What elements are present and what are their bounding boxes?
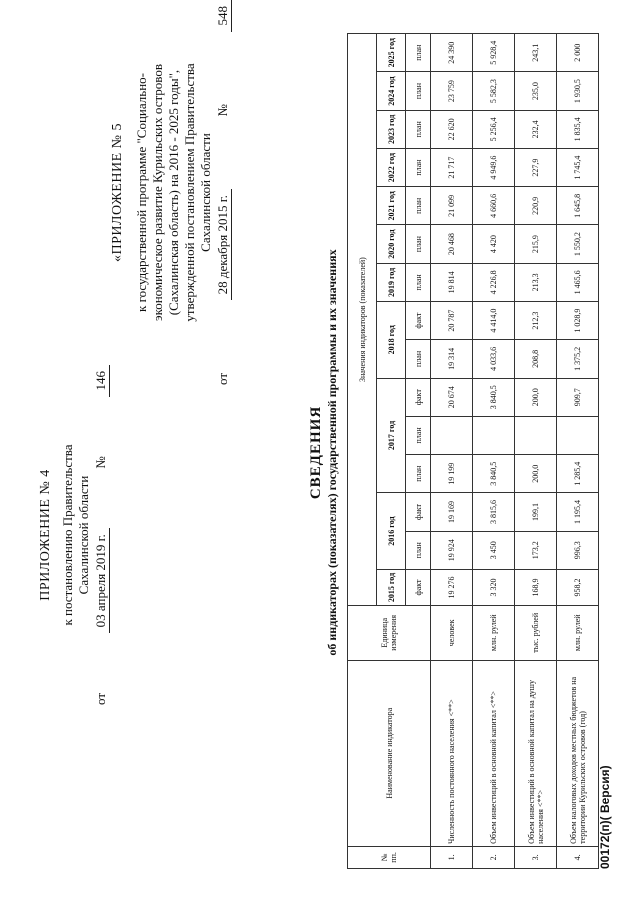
cell-value: 213,3 [515,263,557,301]
appendix-5-number: 548 [215,0,232,32]
year-header: 2023 год [377,110,406,148]
row-unit: тыс. рублей [515,606,557,660]
cell-value: 19 814 [431,263,473,301]
cell-value: 20 674 [431,378,473,416]
cell-value: 4 660,6 [473,187,515,225]
cell-value: 1 930,5 [557,72,599,110]
appendix-5-line: (Сахалинская область) на 2016 - 2025 годы", [166,69,181,316]
cell-value: 4 420 [473,225,515,263]
cell-value: 1 835,4 [557,110,599,148]
document-heading [308,0,340,905]
cell-value: 208,8 [515,340,557,378]
header-indicator-name: Наименование индикатора [348,660,431,846]
year-header: 2020 год [377,225,406,263]
cell-value: 5 928,4 [473,34,515,72]
cell-value: 1 195,4 [557,493,599,531]
from-label: от [215,372,230,385]
appendix-4-number: 146 [93,365,110,397]
cell-value: 220,9 [515,187,557,225]
appendix-5-line: утвержденной постановлением Правительства [182,63,197,322]
cell-value: 235,0 [515,72,557,110]
cell-value: 199,1 [515,493,557,531]
appendix-5-line: экономическое развитие Курильских островов [150,64,165,322]
document-footer: 00172(п)( Версия) [598,765,612,869]
appendix-4-line: Сахалинской области [76,475,91,595]
cell-value: 215,9 [515,225,557,263]
table-row [557,34,599,869]
cell-value: 5 582,3 [473,72,515,110]
year-header: 2017 год [377,378,406,493]
year-header: 2024 год [377,72,406,110]
cell-value: 3 450 [473,531,515,569]
appendix-4-title: ПРИЛОЖЕНИЕ № 4 [38,469,53,601]
cell-value: 19 169 [431,493,473,531]
sub-header: план [406,187,431,225]
appendix-4-line: к постановлению Правительства [60,444,75,626]
appendix-5-line: Сахалинской области [198,133,213,252]
cell-value: 3 840,5 [473,378,515,416]
year-header: 2022 год [377,148,406,186]
cell-value: 1 028,9 [557,302,599,340]
cell-value: 1 645,8 [557,187,599,225]
sub-header: план [406,148,431,186]
cell-value: 5 256,4 [473,110,515,148]
cell-value [557,416,599,454]
appendix-5-dateline [215,0,232,385]
cell-value: 200,0 [515,455,557,493]
cell-value: 2 000 [557,34,599,72]
header-values: Значения индикаторов (показателей) [348,34,377,606]
year-header: 2015 год [377,569,406,605]
cell-value: 19 924 [431,531,473,569]
cell-value: 168,9 [515,569,557,605]
sub-header: план [406,110,431,148]
sub-header: факт [406,569,431,605]
cell-value: 1 285,4 [557,455,599,493]
cell-value: 1 465,6 [557,263,599,301]
year-header: 2021 год [377,187,406,225]
cell-value: 19 314 [431,340,473,378]
header-number: № пп. [348,846,431,868]
table-row [473,34,515,869]
cell-value: 1 550,2 [557,225,599,263]
sub-header: факт [406,302,431,340]
number-label: № [215,104,230,117]
row-unit: человек [431,606,473,660]
row-indicator-name: Объем инвестиций в основной капитал на душу населения <**> [515,660,557,846]
cell-value [473,416,515,454]
cell-value [515,416,557,454]
appendix-4-dateline [93,365,110,705]
appendix-5-title: «ПРИЛОЖЕНИЕ № 5 [110,123,125,262]
appendix-5-line: к государственной программе "Социально- [134,73,149,312]
sub-header: план [406,531,431,569]
sub-header: план [406,340,431,378]
sub-header: план [406,72,431,110]
appendix-4-block [38,365,110,705]
year-header: 2016 год [377,493,406,570]
sub-header: факт [406,493,431,531]
cell-value: 4 414,0 [473,302,515,340]
sub-header: план [406,34,431,72]
cell-value: 21 717 [431,148,473,186]
cell-value: 996,3 [557,531,599,569]
row-indicator-name: Численность постоянного населения <**> [431,660,473,846]
year-header: 2025 год [377,34,406,72]
cell-value: 4 033,6 [473,340,515,378]
cell-value: 200,0 [515,378,557,416]
table-row [431,34,473,869]
cell-value: 232,4 [515,110,557,148]
table-header-row [348,34,377,869]
cell-value [431,416,473,454]
row-indicator-name: Объем налоговых доходов местных бюджетов на территории Курильских островов (год) [557,660,599,846]
cell-value: 4 949,6 [473,148,515,186]
cell-value: 227,9 [515,148,557,186]
cell-value: 3 815,6 [473,493,515,531]
year-header: 2018 год [377,302,406,379]
cell-value: 909,7 [557,378,599,416]
cell-value: 19 276 [431,569,473,605]
cell-value: 173,2 [515,531,557,569]
cell-value: 3 320 [473,569,515,605]
appendix-5-date: 28 декабря 2015 г. [215,189,232,300]
sub-header: план [406,225,431,263]
cell-value: 21 099 [431,187,473,225]
row-number: 2. [473,846,515,868]
cell-value: 20 787 [431,302,473,340]
cell-value: 19 199 [431,455,473,493]
cell-value: 22 620 [431,110,473,148]
from-label: от [93,692,108,705]
cell-value: 958,2 [557,569,599,605]
cell-value: 20 468 [431,225,473,263]
document-title: СВЕДЕНИЯ [308,405,324,500]
number-label: № [93,456,108,469]
document-subtitle: об индикаторах (показателях) государственной программы и их значениях [325,249,339,656]
row-unit: млн. рулей [473,606,515,660]
row-number: 1. [431,846,473,868]
row-number: 4. [557,846,599,868]
appendix-5-block [110,0,232,385]
cell-value: 212,3 [515,302,557,340]
row-unit: млн. рулей [557,606,599,660]
indicators-table [347,33,599,869]
appendix-4-date: 03 апреля 2019 г. [93,528,110,633]
cell-value: 1 745,4 [557,148,599,186]
sub-header: план [406,416,431,454]
sub-header: план [406,263,431,301]
cell-value: 4 226,8 [473,263,515,301]
sub-header: факт [406,378,431,416]
table-row [515,34,557,869]
sub-header: план [406,455,431,493]
cell-value: 23 759 [431,72,473,110]
row-number: 3. [515,846,557,868]
cell-value: 3 840,5 [473,455,515,493]
year-header: 2019 год [377,263,406,301]
row-indicator-name: Объем инвестиций в основной капитал <**> [473,660,515,846]
cell-value: 24 390 [431,34,473,72]
cell-value: 243,1 [515,34,557,72]
header-unit: Единица измерения [348,606,431,660]
cell-value: 1 375,2 [557,340,599,378]
